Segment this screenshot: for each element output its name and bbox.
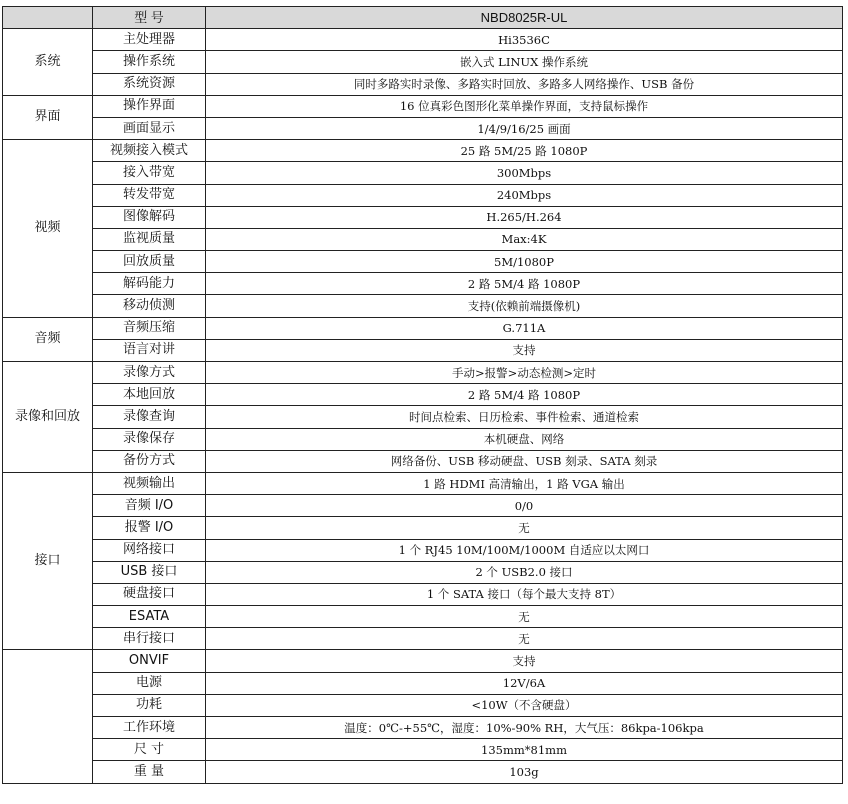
parameter-cell: 视频接入模式 xyxy=(93,140,206,162)
spec-row xyxy=(3,450,843,472)
spec-row xyxy=(3,295,843,317)
value-cell: 1/4/9/16/25 画面 xyxy=(206,117,843,139)
parameter-cell: 监视质量 xyxy=(93,228,206,250)
spec-row xyxy=(3,428,843,450)
spec-row xyxy=(3,406,843,428)
value-cell: 网络备份、USB 移动硬盘、USB 刻录、SATA 刻录 xyxy=(206,450,843,472)
header-model-cell: NBD8025R-UL xyxy=(206,7,843,29)
spec-row xyxy=(3,273,843,295)
parameter-cell: 录像方式 xyxy=(93,362,206,384)
header-param-cell: 型 号 xyxy=(93,7,206,29)
category-cell: 系统 xyxy=(3,29,93,96)
value-cell: 本机硬盘、网络 xyxy=(206,428,843,450)
value-cell: 时间点检索、日历检索、事件检索、通道检索 xyxy=(206,406,843,428)
spec-row xyxy=(3,517,843,539)
parameter-cell: 操作界面 xyxy=(93,95,206,117)
spec-row xyxy=(3,95,843,117)
parameter-cell: USB 接口 xyxy=(93,561,206,583)
spec-row xyxy=(3,140,843,162)
spec-row xyxy=(3,672,843,694)
value-cell: 2 个 USB2.0 接口 xyxy=(206,561,843,583)
spec-row xyxy=(3,317,843,339)
value-cell: 135mm*81mm xyxy=(206,739,843,761)
parameter-cell: 系统资源 xyxy=(93,73,206,95)
parameter-cell: 回放质量 xyxy=(93,251,206,273)
value-cell: 12V/6A xyxy=(206,672,843,694)
value-cell: 240Mbps xyxy=(206,184,843,206)
spec-row xyxy=(3,628,843,650)
spec-row xyxy=(3,650,843,672)
spec-row xyxy=(3,606,843,628)
value-cell: 无 xyxy=(206,628,843,650)
value-cell: 1 个 RJ45 10M/100M/1000M 自适应以太网口 xyxy=(206,539,843,561)
value-cell: 300Mbps xyxy=(206,162,843,184)
parameter-cell: 报警 I/O xyxy=(93,517,206,539)
parameter-cell: 语言对讲 xyxy=(93,339,206,361)
parameter-cell: 重 量 xyxy=(93,761,206,783)
spec-row xyxy=(3,539,843,561)
parameter-cell: 转发带宽 xyxy=(93,184,206,206)
value-cell: <10W（不含硬盘） xyxy=(206,694,843,716)
spec-row xyxy=(3,561,843,583)
parameter-cell: 接入带宽 xyxy=(93,162,206,184)
value-cell: 嵌入式 LINUX 操作系统 xyxy=(206,51,843,73)
value-cell: 16 位真彩色图形化菜单操作界面，支持鼠标操作 xyxy=(206,95,843,117)
value-cell: 支持 xyxy=(206,339,843,361)
value-cell: 1 路 HDMI 高清输出，1 路 VGA 输出 xyxy=(206,472,843,494)
parameter-cell: 图像解码 xyxy=(93,206,206,228)
category-cell: 界面 xyxy=(3,95,93,139)
value-cell: 温度：0℃-+55℃，湿度：10%-90% RH，大气压：86kpa-106kpa xyxy=(206,717,843,739)
value-cell: 无 xyxy=(206,606,843,628)
spec-table-body xyxy=(3,7,843,784)
value-cell: 支持(依赖前端摄像机) xyxy=(206,295,843,317)
spec-row xyxy=(3,495,843,517)
spec-row xyxy=(3,162,843,184)
parameter-cell: 解码能力 xyxy=(93,273,206,295)
parameter-cell: 网络接口 xyxy=(93,539,206,561)
parameter-cell: 本地回放 xyxy=(93,384,206,406)
spec-row xyxy=(3,51,843,73)
value-cell: 1 个 SATA 接口（每个最大支持 8T） xyxy=(206,583,843,605)
value-cell: 支持 xyxy=(206,650,843,672)
value-cell: G.711A xyxy=(206,317,843,339)
spec-table xyxy=(2,6,843,784)
value-cell: 同时多路实时录像、多路实时回放、多路多人网络操作、USB 备份 xyxy=(206,73,843,95)
spec-row xyxy=(3,694,843,716)
parameter-cell: 录像查询 xyxy=(93,406,206,428)
value-cell: 103g xyxy=(206,761,843,783)
category-cell: 视频 xyxy=(3,140,93,318)
spec-row xyxy=(3,73,843,95)
header-empty-cell xyxy=(3,7,93,29)
parameter-cell: 操作系统 xyxy=(93,51,206,73)
value-cell: Max:4K xyxy=(206,228,843,250)
category-cell: 录像和回放 xyxy=(3,362,93,473)
parameter-cell: 音频 I/O xyxy=(93,495,206,517)
value-cell: 无 xyxy=(206,517,843,539)
value-cell: 2 路 5M/4 路 1080P xyxy=(206,273,843,295)
spec-row xyxy=(3,206,843,228)
value-cell: 手动>报警>动态检测>定时 xyxy=(206,362,843,384)
spec-row xyxy=(3,184,843,206)
category-cell: 音频 xyxy=(3,317,93,361)
category-cell xyxy=(3,650,93,783)
parameter-cell: 硬盘接口 xyxy=(93,583,206,605)
parameter-cell: 备份方式 xyxy=(93,450,206,472)
value-cell: 0/0 xyxy=(206,495,843,517)
category-cell: 接口 xyxy=(3,472,93,650)
header-row xyxy=(3,7,843,29)
spec-row xyxy=(3,117,843,139)
spec-row xyxy=(3,761,843,783)
parameter-cell: 视频输出 xyxy=(93,472,206,494)
spec-row xyxy=(3,739,843,761)
parameter-cell: 工作环境 xyxy=(93,717,206,739)
spec-row xyxy=(3,472,843,494)
value-cell: 25 路 5M/25 路 1080P xyxy=(206,140,843,162)
parameter-cell: ONVIF xyxy=(93,650,206,672)
parameter-cell: 尺 寸 xyxy=(93,739,206,761)
parameter-cell: ESATA xyxy=(93,606,206,628)
spec-row xyxy=(3,339,843,361)
value-cell: H.265/H.264 xyxy=(206,206,843,228)
parameter-cell: 电源 xyxy=(93,672,206,694)
parameter-cell: 功耗 xyxy=(93,694,206,716)
spec-row xyxy=(3,583,843,605)
spec-row xyxy=(3,228,843,250)
value-cell: 2 路 5M/4 路 1080P xyxy=(206,384,843,406)
parameter-cell: 录像保存 xyxy=(93,428,206,450)
parameter-cell: 主处理器 xyxy=(93,29,206,51)
parameter-cell: 移动侦测 xyxy=(93,295,206,317)
parameter-cell: 音频压缩 xyxy=(93,317,206,339)
spec-row xyxy=(3,251,843,273)
parameter-cell: 串行接口 xyxy=(93,628,206,650)
spec-row xyxy=(3,362,843,384)
value-cell: Hi3536C xyxy=(206,29,843,51)
parameter-cell: 画面显示 xyxy=(93,117,206,139)
spec-row xyxy=(3,384,843,406)
spec-row xyxy=(3,29,843,51)
value-cell: 5M/1080P xyxy=(206,251,843,273)
spec-row xyxy=(3,717,843,739)
